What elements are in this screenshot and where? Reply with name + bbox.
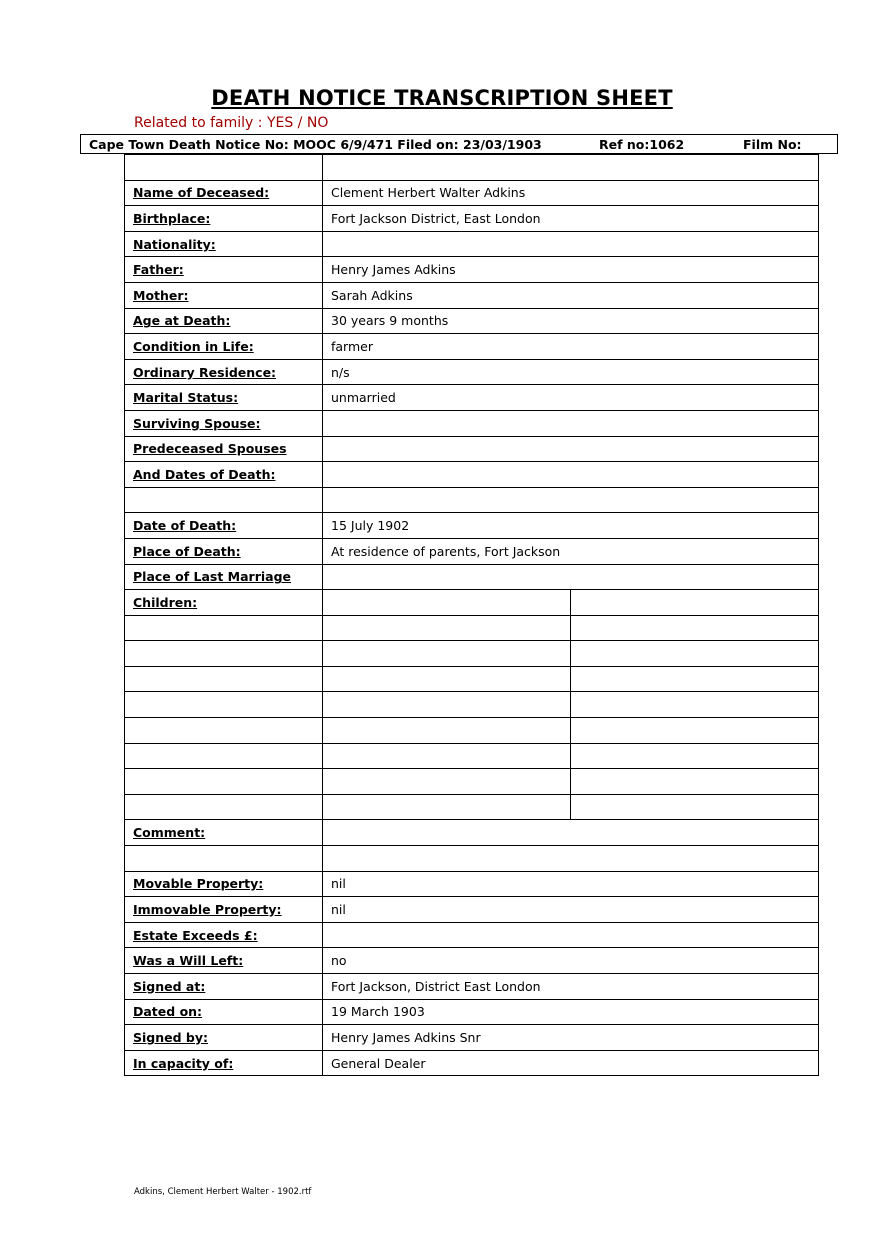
name-value: Clement Herbert Walter Adkins [323,180,819,206]
form-row-child [125,615,819,641]
form-row-spacer [125,846,819,872]
child-cell [323,718,571,744]
predeceased-value [323,436,819,462]
child-cell [323,615,571,641]
place-death-value: At residence of parents, Fort Jackson [323,538,819,564]
form-row-name [125,180,819,206]
nationality-value [323,231,819,257]
dates-label: And Dates of Death: [125,462,323,488]
child-cell [323,666,571,692]
place-marriage-label: Place of Last Marriage [125,564,323,590]
form-row-father [125,257,819,283]
father-value: Henry James Adkins [323,257,819,283]
spouse-value [323,410,819,436]
form-row-comment [125,820,819,846]
child-cell [571,615,819,641]
estate-value [323,922,819,948]
form-row-marital [125,385,819,411]
form-row-signed-at [125,974,819,1000]
form-row-date-death [125,513,819,539]
form-row-signed-by [125,1025,819,1051]
form-row-will [125,948,819,974]
place-death-label: Place of Death: [125,538,323,564]
form-row-children [125,590,819,616]
child-cell [323,692,571,718]
name-label: Name of Deceased: [125,180,323,206]
form-row-spacer [125,155,819,181]
signed-by-label: Signed by: [125,1025,323,1051]
form-row-spouse [125,410,819,436]
form-row-birthplace [125,206,819,232]
child-cell [571,666,819,692]
father-label: Father: [125,257,323,283]
child-cell [323,769,571,795]
condition-value: farmer [323,334,819,360]
form-row-age [125,308,819,334]
signed-by-value: Henry James Adkins Snr [323,1025,819,1051]
signed-at-value: Fort Jackson, District East London [323,974,819,1000]
child-cell [571,692,819,718]
form-row-predeceased [125,436,819,462]
dates-value [323,462,819,488]
form-row-dated [125,999,819,1025]
child-cell [323,641,571,667]
form-row-nationality [125,231,819,257]
form-row-place-death [125,538,819,564]
place-marriage-value [323,564,819,590]
form-row-movable [125,871,819,897]
child-cell [323,794,571,820]
notice-header-box [80,134,838,154]
form-row-place-marriage [125,564,819,590]
capacity-label: In capacity of: [125,1050,323,1076]
form-row-mother [125,282,819,308]
form-row-child [125,641,819,667]
child-cell [571,718,819,744]
mother-label: Mother: [125,282,323,308]
comment-value [323,820,819,846]
estate-label: Estate Exceeds £: [125,922,323,948]
notice-number: Cape Town Death Notice No: MOOC 6/9/471 Filed on: 23/03/1903 [89,137,542,152]
mother-value: Sarah Adkins [323,282,819,308]
marital-label: Marital Status: [125,385,323,411]
condition-label: Condition in Life: [125,334,323,360]
form-row-child [125,794,819,820]
date-death-label: Date of Death: [125,513,323,539]
form-row-capacity [125,1050,819,1076]
ref-number: Ref no:1062 [599,137,685,152]
form-row-condition [125,334,819,360]
residence-label: Ordinary Residence: [125,359,323,385]
movable-label: Movable Property: [125,871,323,897]
will-value: no [323,948,819,974]
date-death-value: 15 July 1902 [323,513,819,539]
dated-label: Dated on: [125,999,323,1025]
form-row-child [125,718,819,744]
child-cell [571,743,819,769]
form-row-immovable [125,897,819,923]
child-cell [571,794,819,820]
form-row-residence [125,359,819,385]
transcription-form [124,154,819,1076]
form-row-child [125,769,819,795]
age-value: 30 years 9 months [323,308,819,334]
dated-value: 19 March 1903 [323,999,819,1025]
page-title: DEATH NOTICE TRANSCRIPTION SHEET [211,86,673,110]
birthplace-value: Fort Jackson District, East London [323,206,819,232]
birthplace-label: Birthplace: [125,206,323,232]
child-cell [571,769,819,795]
predeceased-label: Predeceased Spouses [125,436,323,462]
child-cell [323,590,571,616]
marital-value: unmarried [323,385,819,411]
form-row-child [125,743,819,769]
comment-label: Comment: [125,820,323,846]
residence-value: n/s [323,359,819,385]
nationality-label: Nationality: [125,231,323,257]
footer-filename: Adkins, Clement Herbert Walter - 1902.rtf [134,1187,312,1197]
will-label: Was a Will Left: [125,948,323,974]
movable-value: nil [323,871,819,897]
capacity-value: General Dealer [323,1050,819,1076]
immovable-label: Immovable Property: [125,897,323,923]
immovable-value: nil [323,897,819,923]
form-row-spacer [125,487,819,513]
child-cell [323,743,571,769]
child-cell [571,590,819,616]
child-cell [571,641,819,667]
form-row-child [125,692,819,718]
form-row-child [125,666,819,692]
form-row-estate [125,922,819,948]
related-to-family: Related to family : YES / NO [134,115,329,131]
children-label: Children: [125,590,323,616]
age-label: Age at Death: [125,308,323,334]
form-row-dates [125,462,819,488]
spouse-label: Surviving Spouse: [125,410,323,436]
film-number: Film No: [743,137,802,152]
signed-at-label: Signed at: [125,974,323,1000]
